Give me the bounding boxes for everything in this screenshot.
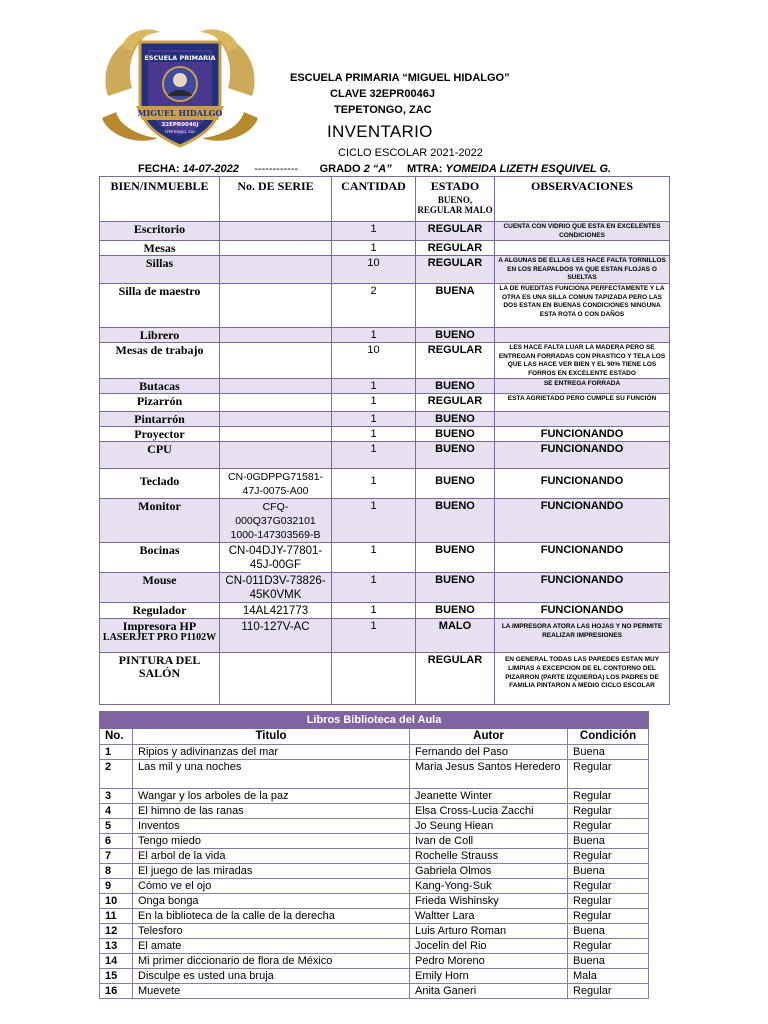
book-author: Jeanette Winter [410,789,568,804]
library-banner-row [100,712,649,729]
book-author: Rochelle Strauss [410,849,568,864]
book-no: 8 [100,864,133,879]
item-serial [220,241,332,256]
item-state: BUENO [416,543,495,573]
item-qty: 1 [332,442,416,469]
inventory-row [100,573,670,603]
book-no: 14 [100,954,133,969]
item-name: PINTURA DEL SALÓN [100,653,220,705]
item-obs: ESTA AGRIETADO PERO CUMPLE SU FUNCIÓN [495,394,670,412]
book-author: Emily Horn [410,969,568,984]
item-name: Regulador [100,603,220,619]
library-row [100,954,649,969]
item-obs: FUNCIONANDO [495,427,670,442]
col-header-state-label: ESTADO [430,179,480,193]
item-obs: LES HACE FALTA LUAR LA MADERA PERO SE ENTREGAN FORRADAS CON PRASTICO Y TELA LOS QUE LAS HACE VER BIEN Y EL 90% TIENE LOS FORROS EN EXCELENTE ESTADO [495,342,670,378]
book-title: Inventos [133,819,410,834]
inventory-row [100,653,670,705]
book-condition: Regular [568,879,649,894]
library-row [100,894,649,909]
book-no: 5 [100,819,133,834]
inventory-row [100,427,670,442]
item-name-main: Impresora HP [122,619,197,634]
item-obs [495,412,670,427]
item-state: MALO [416,619,495,653]
col-header-serial: No. DE SERIE [220,177,332,222]
col-header-qty: CANTIDAD [332,177,416,222]
book-condition: Buena [568,834,649,849]
item-obs: A ALGUNAS DE ELLAS LES HACE FALTA TORNILLOS EN LOS REAPALDOS YA QUE ESTAN FLOJAS O SUELTAS [495,256,670,284]
book-condition: Buena [568,924,649,939]
book-title: Mi primer diccionario de flora de México [133,954,410,969]
item-name: Mouse [100,573,220,603]
item-state: REGULAR [416,256,495,284]
item-name: Butacas [100,379,220,394]
item-obs: FUNCIONANDO [495,603,670,619]
inventory-row [100,412,670,427]
item-serial [220,427,332,442]
item-serial [220,394,332,412]
col-header-state [416,177,495,222]
item-qty: 1 [332,469,416,499]
item-serial [220,342,332,378]
item-qty: 1 [332,573,416,603]
col-header-author: Autor [410,729,568,745]
school-name: ESCUELA PRIMARIA “MIGUEL HIDALGO” [290,72,510,84]
item-qty: 1 [332,603,416,619]
col-header-title: Titulo [133,729,410,745]
book-condition: Regular [568,849,649,864]
grade-label: GRADO [319,163,361,175]
book-no: 6 [100,834,133,849]
item-state: BUENA [416,283,495,327]
book-condition: Regular [568,760,649,789]
book-title: Ripios y adivinanzas del mar [133,745,410,760]
inventory-row [100,222,670,241]
school-logo-emblem [98,26,262,150]
book-title: Las mil y una noches [133,760,410,789]
item-name: Mesas [100,241,220,256]
teacher-value: YOMEIDA LIZETH ESQUIVEL G. [445,163,612,175]
item-state: BUENO [416,442,495,469]
item-obs: LA IMPRESORA ATORA LAS HOJAS Y NO PERMITE REALIZAR IMPRESIONES [495,619,670,653]
book-no: 2 [100,760,133,789]
library-row [100,939,649,954]
col-header-item: BIEN/INMUEBLE [100,177,220,222]
inventory-row [100,619,670,653]
item-obs: CUENTA CON VIDRIO QUE ESTA EN EXCELENTES CONDICIONES [495,222,670,241]
book-condition: Regular [568,939,649,954]
item-obs: FUNCIONANDO [495,442,670,469]
item-serial [220,653,332,705]
book-no: 4 [100,804,133,819]
book-author: Gabriela Olmos [410,864,568,879]
book-title: El arbol de la vida [133,849,410,864]
book-author: Elsa Cross-Lucia Zacchi [410,804,568,819]
item-serial [220,222,332,241]
book-author: Anita Ganeri [410,984,568,999]
item-state: REGULAR [416,241,495,256]
item-serial: CN-0GDPPG71581-47J-0075-A00 [220,469,332,499]
library-row [100,819,649,834]
item-serial [220,327,332,342]
item-qty: 1 [332,222,416,241]
inventory-row [100,283,670,327]
book-title: Muevete [133,984,410,999]
item-name-sub: LASERJET PRO P1102W [102,632,217,644]
book-no: 1 [100,745,133,760]
item-qty: 1 [332,379,416,394]
inventory-row [100,379,670,394]
date-label: FECHA: [138,163,180,175]
book-author: Kang-Yong-Suk [410,879,568,894]
book-title: Cómo ve el ojo [133,879,410,894]
book-author: Luis Arturo Roman [410,924,568,939]
book-no: 3 [100,789,133,804]
book-title: Wangar y los arboles de la paz [133,789,410,804]
book-no: 15 [100,969,133,984]
item-name: Pizarrón [100,394,220,412]
book-author: Pedro Moreno [410,954,568,969]
logo-top-text: ESCUELA PRIMARIA [144,54,216,62]
book-title: El juego de las miradas [133,864,410,879]
grade-value: 2 “A” [363,163,392,175]
item-state: REGULAR [416,394,495,412]
library-banner: Libros Biblioteca del Aula [100,712,649,729]
book-condition: Regular [568,894,649,909]
book-no: 7 [100,849,133,864]
item-serial [220,442,332,469]
item-name: Silla de maestro [100,283,220,327]
item-obs: FUNCIONANDO [495,573,670,603]
school-clave: CLAVE 32EPR0046J [330,88,435,100]
item-obs [495,241,670,256]
item-name [100,619,220,653]
item-obs [495,327,670,342]
library-row [100,924,649,939]
item-obs: SE ENTREGA FORRADA [495,379,670,394]
logo-banner-text: MIGUEL HIDALGO [137,108,223,118]
book-condition: Buena [568,745,649,760]
item-serial: 110-127V-AC [220,619,332,653]
library-row [100,789,649,804]
item-qty: 1 [332,499,416,543]
book-author: Jo Seung Hiean [410,819,568,834]
book-author: Frieda Wishinsky [410,894,568,909]
item-obs: LA DE RUEDITAS FUNCIONA PERFECTAMENTE Y LA OTRA ES UNA SILLA COMUN TAPIZADA PERO LAS DOS ESTAN EN BUENAS CONDICIONES NINGUNA ESTA ROTA O CON DAÑOS [495,283,670,327]
book-author: Jocelin del Rio [410,939,568,954]
item-name: Escritorio [100,222,220,241]
logo-place-text: TEPETONGO, ZAC [164,130,196,134]
item-obs: FUNCIONANDO [495,543,670,573]
book-condition: Buena [568,954,649,969]
book-condition: Buena [568,864,649,879]
item-name: Sillas [100,256,220,284]
item-serial [220,256,332,284]
inventory-row [100,543,670,573]
col-header-condition: Condición [568,729,649,745]
item-qty: 1 [332,427,416,442]
book-condition: Regular [568,819,649,834]
item-qty: 1 [332,327,416,342]
item-state: BUENO [416,469,495,499]
book-condition: Mala [568,969,649,984]
book-title: Telesforo [133,924,410,939]
book-no: 10 [100,894,133,909]
item-serial [220,412,332,427]
book-title: Tengo miedo [133,834,410,849]
inventory-header-row [100,177,670,222]
school-place: TEPETONGO, ZAC [334,104,432,116]
book-no: 13 [100,939,133,954]
col-header-obs: OBSERVACIONES [495,177,670,222]
item-name: Pintarrón [100,412,220,427]
item-state: REGULAR [416,342,495,378]
item-state: BUENO [416,327,495,342]
book-author: Ivan de Coll [410,834,568,849]
item-obs: FUNCIONANDO [495,469,670,499]
inventory-row [100,241,670,256]
library-row [100,909,649,924]
book-condition: Regular [568,804,649,819]
library-header-row [100,729,649,745]
book-title: Onga bonga [133,894,410,909]
item-state: BUENO [416,427,495,442]
inventory-row [100,603,670,619]
item-name: Mesas de trabajo [100,342,220,378]
item-name: Teclado [100,469,220,499]
library-row [100,760,649,789]
item-qty: 10 [332,342,416,378]
library-row [100,834,649,849]
item-state: BUENO [416,573,495,603]
school-cycle: CICLO ESCOLAR 2021-2022 [338,147,483,159]
book-title: El amate [133,939,410,954]
library-table [99,711,649,999]
book-condition: Regular [568,909,649,924]
library-row [100,745,649,760]
book-title: Disculpe es usted una bruja [133,969,410,984]
item-name: Librero [100,327,220,342]
item-state: BUENO [416,603,495,619]
page-title: INVENTARIO [327,122,433,141]
item-obs: EN GENERAL TODAS LAS PAREDES ESTAN MUY LIMPIAS A EXCEPCION DE EL CONTORNO DEL PIZARRON (PARTE IZQUIERDA) LOS PADRES DE FAMILIA PINTARON A MEDIO CICLO ESCOLAR [495,653,670,705]
item-name: Bocinas [100,543,220,573]
col-header-no: No. [100,729,133,745]
item-serial: 14AL421773 [220,603,332,619]
item-qty [332,653,416,705]
library-row [100,864,649,879]
inventory-row [100,499,670,543]
book-condition: Regular [568,984,649,999]
inventory-row [100,394,670,412]
book-author: Fernando del Paso [410,745,568,760]
item-serial: CN-011D3V-73826-45K0VMK [220,573,332,603]
library-row [100,984,649,999]
item-state: REGULAR [416,653,495,705]
item-qty: 1 [332,241,416,256]
library-row [100,804,649,819]
item-name: CPU [100,442,220,469]
date-value: 14-07-2022 [182,163,239,175]
inventory-row [100,256,670,284]
item-qty: 1 [332,543,416,573]
item-state: REGULAR [416,222,495,241]
teacher-label: MTRA: [406,163,443,175]
inventory-row [100,442,670,469]
item-qty: 1 [332,394,416,412]
book-no: 11 [100,909,133,924]
info-line [138,163,768,175]
item-serial [220,379,332,394]
school-logo [98,26,262,150]
inventory-row [100,342,670,378]
col-header-state-sub: BUENO, REGULAR MALO [417,195,493,215]
library-row [100,879,649,894]
item-name: Monitor [100,499,220,543]
book-no: 9 [100,879,133,894]
item-serial: CFQ-000Q37G032101 1000-147303569-B [220,499,332,543]
book-title: En la biblioteca de la calle de la derecha [133,909,410,924]
item-obs: FUNCIONANDO [495,499,670,543]
book-condition: Regular [568,789,649,804]
item-serial [220,283,332,327]
book-no: 12 [100,924,133,939]
item-state: BUENO [416,499,495,543]
item-qty: 10 [332,256,416,284]
book-author: Maria Jesus Santos Heredero [410,760,568,789]
item-state: BUENO [416,412,495,427]
logo-code-text: 32EPR0046J [161,122,199,128]
item-qty: 2 [332,283,416,327]
library-row [100,969,649,984]
item-qty: 1 [332,619,416,653]
item-qty: 1 [332,412,416,427]
dashes: ------------ [254,163,299,175]
library-row [100,849,649,864]
book-author: Waltter Lara [410,909,568,924]
inventory-row [100,327,670,342]
item-serial: CN-04DJY-77801-45J-00GF [220,543,332,573]
item-name: Proyector [100,427,220,442]
book-title: El himno de las ranas [133,804,410,819]
inventory-row [100,469,670,499]
inventory-table [99,176,670,705]
book-no: 16 [100,984,133,999]
item-state: BUENO [416,379,495,394]
